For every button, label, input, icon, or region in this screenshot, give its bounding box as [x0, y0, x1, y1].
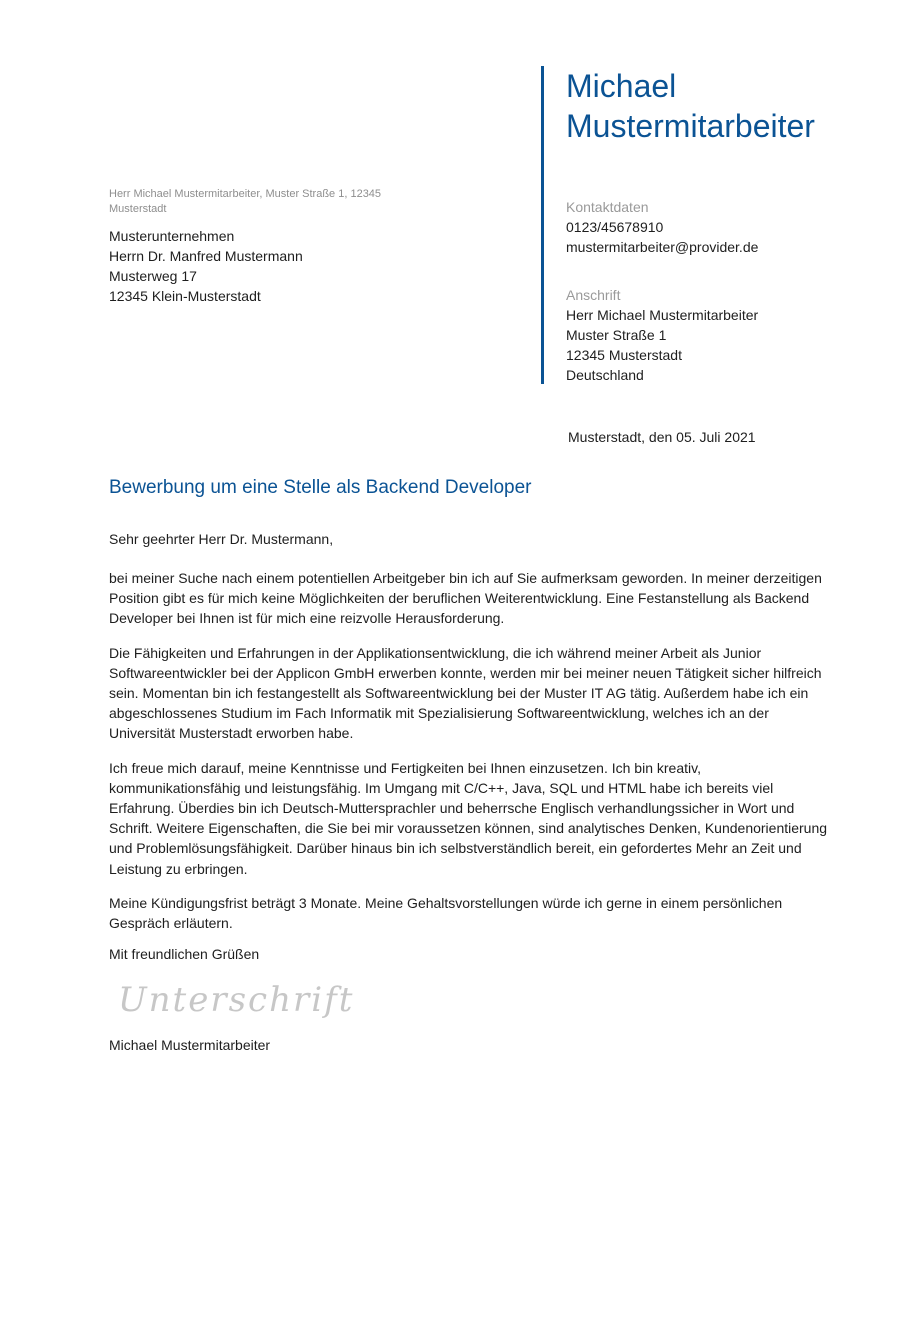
recipient-line: 12345 Klein-Musterstadt — [109, 288, 261, 304]
recipient-address — [109, 226, 439, 306]
body-paragraph: Ich freue mich darauf, meine Kenntnisse und Fertigkeiten bei Ihnen einzusetzen. Ich bin kreativ, kommunikationsfähig und leistungsfähig. Im Umgang mit C/C++, Java, SQL und HTML habe ich bereits viel Erfahrung. Überdies bin ich Deutsch-Muttersprachler und beherrsche Englisch verhandlungssicher in Wort und Schrift. Weitere Eigenschaften, die Sie bei mir voraussetzen können, sind analytisches Denken, Kundenorientierung und Problemlösungsfähigkeit. Darüber hinaus bin ich selbstverständlich bereit, ein gefordertes Mehr an Zeit und Leistung zu erbringen. — [109, 759, 828, 877]
recipient-line: Musterunternehmen — [109, 228, 235, 244]
body-paragraph: Die Fähigkeiten und Erfahrungen in der Applikationsentwicklung, die ich während meiner Arbeit als Junior Softwareentwickler bei der Applicon GmbH erwerben konnte, werden mir bei meiner neuen Tätigkeit sicher hilfreich sein. Momentan bin ich festangestellt als Softwareentwicklung bei der Muster IT AG tätig. Außerdem habe ich ein abgeschlossenes Studium im Fach Informatik mit Spezialisierung Softwareentwicklung, welches ich an der Universität Musterstadt erworben habe. — [109, 644, 822, 742]
closing-phrase: Mit freundlichen Grüßen — [109, 946, 260, 962]
signer-name: Michael Mustermitarbeiter — [109, 1037, 271, 1053]
contact-phone: 0123/45678910 — [566, 219, 664, 235]
applicant-first-name: Michael — [566, 68, 677, 104]
recipient-line: Musterweg 17 — [109, 268, 197, 284]
letter-body — [109, 568, 834, 947]
salutation: Sehr geehrter Herr Dr. Mustermann, — [109, 531, 334, 547]
contact-section — [566, 197, 896, 257]
address-section — [566, 285, 896, 385]
contact-label: Kontaktdaten — [566, 199, 649, 215]
body-paragraph: bei meiner Suche nach einem potentiellen Arbeitgeber bin ich auf Sie aufmerksam geworden. In meiner derzeitigen Position gibt es für mich keine Möglichkeiten der beruflichen Weiterentwicklung. Eine Festanstellung als Backend Developer bei Ihnen ist für mich eine reizvolle Herausforderung. — [109, 570, 822, 627]
sender-return-line: Herr Michael Mustermitarbeiter, Muster Straße 1, 12345 Musterstadt — [109, 188, 382, 215]
applicant-name — [566, 66, 896, 146]
address-label: Anschrift — [566, 287, 621, 303]
letter-date: Musterstadt, den 05. Juli 2021 — [568, 429, 756, 445]
address-line: Deutschland — [566, 367, 644, 383]
signature-placeholder: Unterschrift — [118, 980, 355, 1020]
address-line: Herr Michael Mustermitarbeiter — [566, 307, 759, 323]
letter-subject: Bewerbung um eine Stelle als Backend Developer — [109, 477, 532, 498]
address-line: Muster Straße 1 — [566, 327, 667, 343]
applicant-last-name: Mustermitarbeiter — [566, 108, 815, 144]
recipient-line: Herrn Dr. Manfred Mustermann — [109, 248, 303, 264]
contact-email: mustermitarbeiter@provider.de — [566, 239, 759, 255]
address-line: 12345 Musterstadt — [566, 347, 682, 363]
accent-bar — [541, 66, 544, 384]
body-paragraph: Meine Kündigungsfrist beträgt 3 Monate. Meine Gehaltsvorstellungen würde ich gerne in einem persönlichen Gespräch erläutern. — [109, 894, 783, 932]
